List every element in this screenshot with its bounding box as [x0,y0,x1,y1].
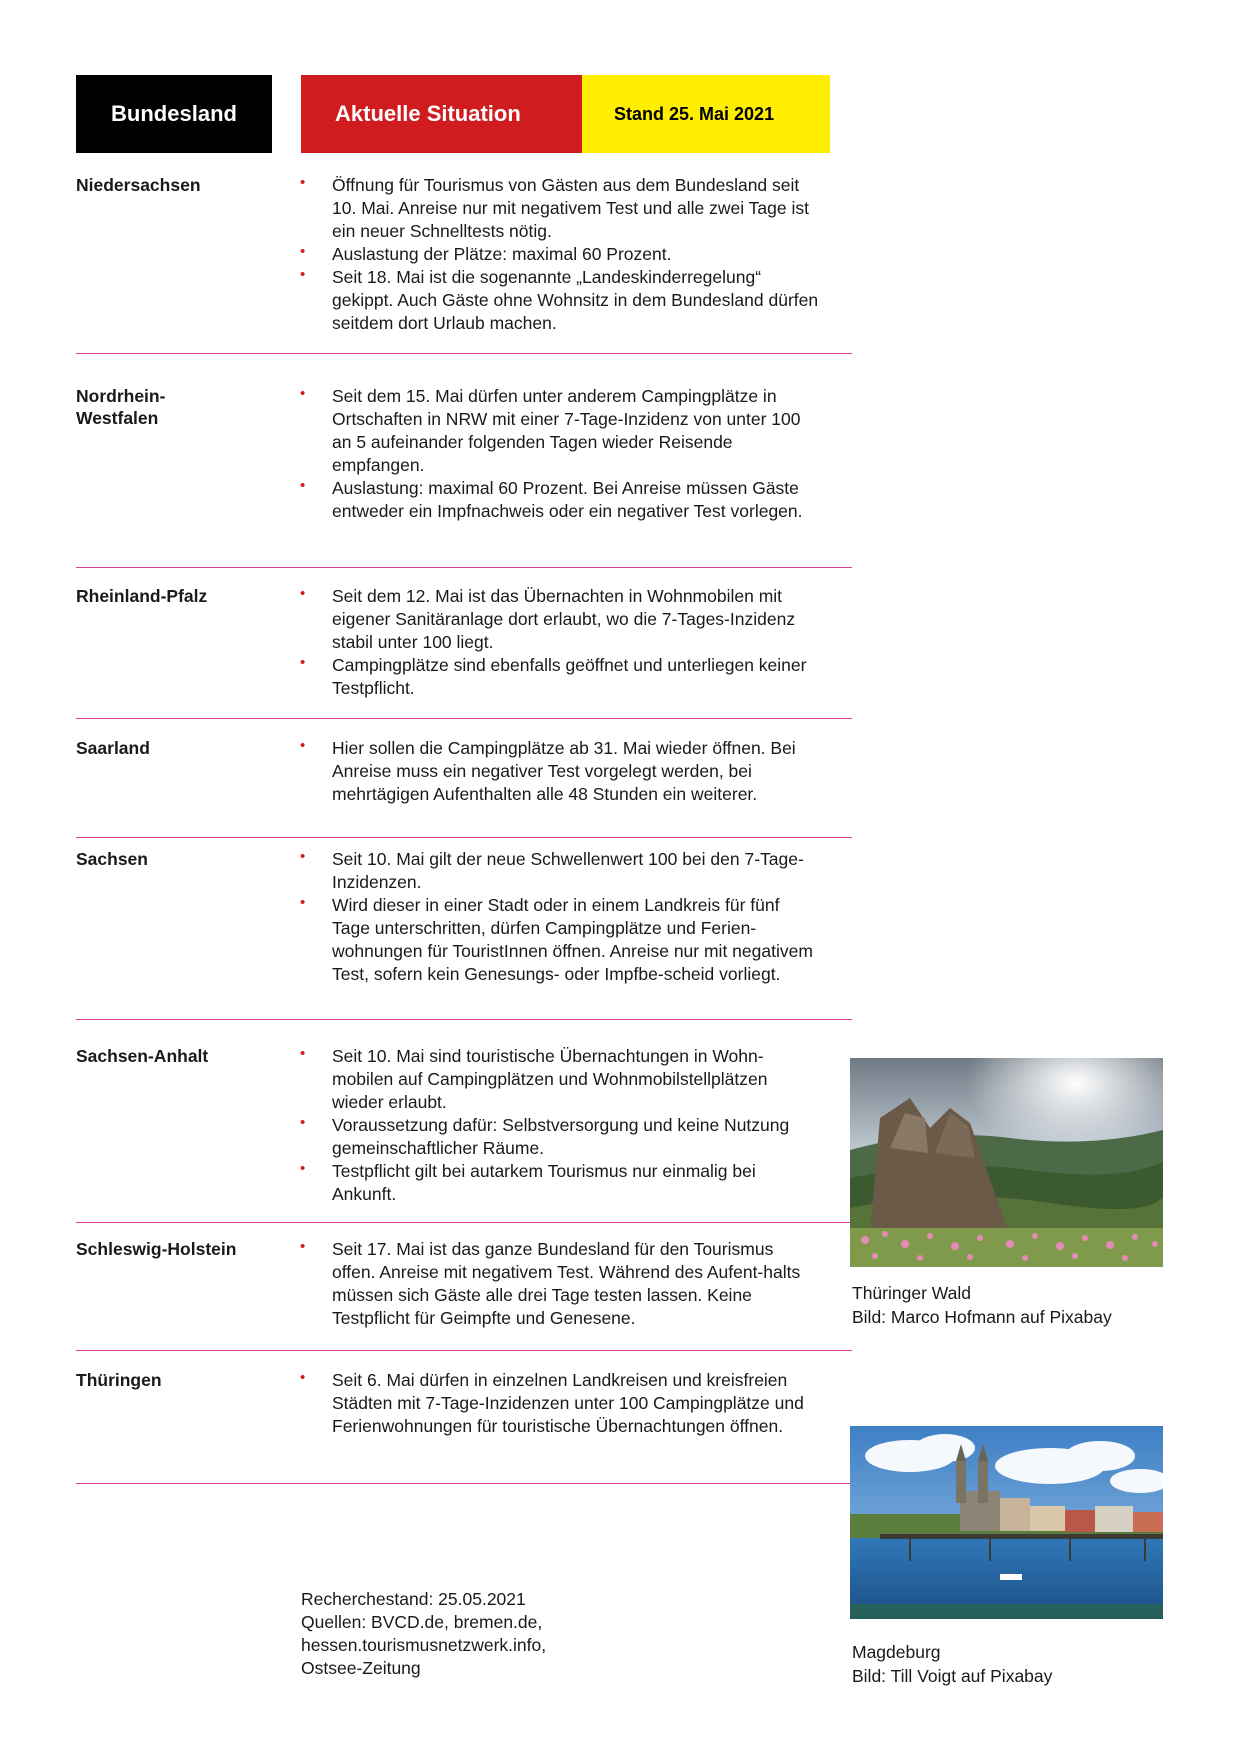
state-name: Saarland [76,738,150,758]
bullet-list [300,1238,820,1330]
bullet-icon: • [300,477,306,494]
row-divider [76,718,852,719]
bullet-icon: • [300,385,306,402]
bullet-list [300,1045,820,1206]
list-item: • Wird dieser in einer Stadt oder in einem Landkreis für fünf Tage unterschritten, dürfen Campingplätze und Ferien-wohnungen für TouristInnen öffnen. Anreise nur mit negativem Test, sofern kein Genesungs- oder Impfbe-scheid vorliegt. [300,894,813,984]
state-name: Schleswig-Holstein [76,1239,237,1259]
list-item: • Testpflicht gilt bei autarkem Tourismus nur einmalig bei Ankunft. [300,1160,756,1204]
photo-caption [852,1640,1052,1688]
row-divider [76,1350,852,1351]
bullet-icon: • [300,266,306,283]
bullet-icon: • [300,1369,306,1386]
bullet-list [300,737,820,806]
forest-landscape-photo [850,1058,1163,1267]
bullet-icon: • [300,1238,306,1255]
bullet-icon: • [300,894,306,911]
photo-credit: Bild: Till Voigt auf Pixabay [852,1666,1053,1686]
photo-title: Thüringer Wald [852,1283,971,1303]
bullet-list [300,585,820,700]
header-bundesland-label: Bundesland [111,101,237,126]
sources-footer [301,1588,546,1680]
state-name: Niedersachsen [76,175,201,195]
photo-caption [852,1281,1112,1329]
list-item: • Seit 6. Mai dürfen in einzelnen Landkreisen und kreisfreien Städten mit 7-Tage-Inzidenzen unter 100 Campingplätze und Ferienwohnungen für touristische Übernachtungen öffnen. [300,1369,804,1436]
list-item: • Seit dem 15. Mai dürfen unter anderem Campingplätze in Ortschaften in NRW mit einer 7-Tage-Inzidenz von unter 100 an 5 aufeinander folgenden Tagen wieder Reisende empfangen. [300,385,801,475]
state-name: Thüringen [76,1370,162,1390]
row-divider [76,1019,852,1020]
bullet-list [300,174,820,335]
list-item: • Voraussetzung dafür: Selbstversorgung und keine Nutzung gemeinschaftlicher Räume. [300,1114,790,1158]
row-divider [76,1222,852,1223]
bullet-icon: • [300,243,306,260]
list-item: • Seit 18. Mai ist die sogenannte „Landeskinderregelung“ gekippt. Auch Gäste ohne Wohnsitz in dem Bundesland dürfen seitdem dort Urlaub machen. [300,266,819,333]
bullet-icon: • [300,1114,306,1131]
bullet-list [300,1369,820,1438]
list-item: • Hier sollen die Campingplätze ab 31. Mai wieder öffnen. Bei Anreise muss ein negativer Test vorgelegt werden, bei mehrtägigen Aufenthalten alle 48 Stunden ein weiterer. [300,737,796,804]
photo-credit: Bild: Marco Hofmann auf Pixabay [852,1307,1112,1327]
list-item: • Auslastung: maximal 60 Prozent. Bei Anreise müssen Gäste entweder ein Impfnachweis oder ein negativer Test vorlegen. [300,477,803,521]
bullet-icon: • [300,1045,306,1062]
bullet-icon: • [300,174,306,191]
list-item: • Seit dem 12. Mai ist das Übernachten in Wohnmobilen mit eigener Sanitäranlage dort erlaubt, wo die 7-Tages-Inzidenz stabil unter 100 liegt. [300,585,796,652]
bullet-icon: • [300,848,306,865]
footer-line: hessen.tourismusnetzwerk.info, [301,1635,547,1655]
bullet-icon: • [300,585,306,602]
list-item: • Auslastung der Plätze: maximal 60 Prozent. [300,243,672,264]
row-divider [76,567,852,568]
state-name: Nordrhein-Westfalen [76,386,166,428]
row-divider [76,837,852,838]
header-stand-datum [582,75,830,153]
list-item: • Seit 10. Mai gilt der neue Schwellenwert 100 bei den 7-Tage-Inzidenzen. [300,848,804,892]
state-name: Rheinland-Pfalz [76,586,208,606]
list-item: • Seit 10. Mai sind touristische Übernachtungen in Wohn-mobilen auf Campingplätzen und Wohnmobilstellplätzen wieder erlaubt. [300,1045,768,1112]
header-situation-label: Aktuelle Situation [335,101,521,126]
bullet-list [300,848,820,986]
bullet-icon: • [300,737,306,754]
footer-line: Quellen: BVCD.de, bremen.de, [301,1612,543,1632]
bullet-list [300,385,820,523]
state-name: Sachsen-Anhalt [76,1046,209,1066]
list-item: • Campingplätze sind ebenfalls geöffnet und unterliegen keiner Testpflicht. [300,654,807,698]
row-divider [76,353,852,354]
bullet-icon: • [300,1160,306,1177]
row-divider [76,1483,852,1484]
header-aktuelle-situation [301,75,582,153]
header-bundesland [76,75,272,153]
list-item: • Seit 17. Mai ist das ganze Bundesland für den Tourismus offen. Anreise mit negativem Test. Während des Aufent-halts müssen sich Gäste alle drei Tage testen lassen. Keine Testpflicht für Geimpfte und Genesene. [300,1238,801,1328]
footer-line: Recherchestand: 25.05.2021 [301,1589,526,1609]
list-item: • Öffnung für Tourismus von Gästen aus dem Bundesland seit 10. Mai. Anreise nur mit negativem Test und alle zwei Tage ist ein neuer Schnelltests nötig. [300,174,809,241]
state-name: Sachsen [76,849,148,869]
header-date-label: Stand 25. Mai 2021 [614,103,775,124]
photo-title: Magdeburg [852,1642,941,1662]
bullet-icon: • [300,654,306,671]
city-river-photo [850,1426,1163,1619]
footer-line: Ostsee-Zeitung [301,1658,421,1678]
